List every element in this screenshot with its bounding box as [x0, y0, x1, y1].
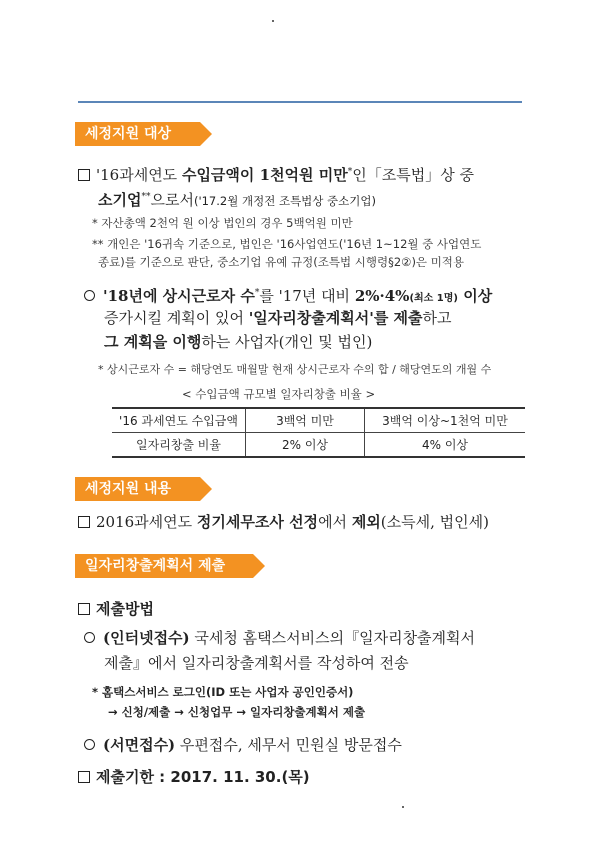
table-cell: 2% 이상 [246, 433, 365, 458]
s1-line2: 소기업**으로서('17.2월 개정전 조특법상 중소기업) [98, 191, 376, 209]
table-cell: 일자리창출 비율 [112, 433, 246, 458]
circle-bullet-icon [84, 632, 95, 643]
s1-note2b: 종료)를 기준으로 판단, 중소기업 유예 규정(조특법 시행령§2②)은 미적용 [98, 255, 465, 269]
checkbox-icon [78, 603, 90, 615]
speck [272, 20, 274, 22]
s1-note1: * 자산총액 2천억 원 이상 법인의 경우 5백억원 미만 [92, 216, 353, 230]
s1-cond2: 증가시킬 계획이 있어 '일자리창출계획서'를 제출하고 [104, 309, 452, 327]
s3-online1: (인터넷접수) 국세청 홈택스서비스의『일자리창출계획서 [84, 628, 475, 648]
top-rule [78, 101, 522, 103]
section-title: 세정지원 대상 [85, 126, 172, 142]
checkbox-icon [78, 516, 90, 528]
s3-online2: 제출』에서 일자리창출계획서를 작성하여 전송 [104, 654, 409, 672]
s1-note3: * 상시근로자 수 = 해당연도 매월말 현재 상시근로자 수의 합 / 해당연도의 개월 수 [98, 363, 492, 376]
s3-method: 제출방법 [78, 599, 154, 619]
ratio-table [112, 407, 525, 458]
table-row [112, 408, 525, 433]
table-caption: < 수입금액 규모별 일자리창출 비율 > [182, 387, 376, 401]
table-cell: 3백억 미만 [246, 408, 365, 433]
s3-deadline: 제출기한 : 2017. 11. 30.(목) [78, 767, 310, 787]
section-title: 세정지원 내용 [85, 481, 172, 497]
table-cell: 4% 이상 [365, 433, 526, 458]
table-cell: 3백억 이상~1천억 미만 [365, 408, 526, 433]
s3-note-a: * 홈택스서비스 로그인(ID 또는 사업자 공인인증서) [92, 685, 354, 699]
table-cell: '16 과세연도 수입금액 [112, 408, 246, 433]
section-tag-target [75, 122, 200, 146]
s2-line: 2016과세연도 정기세무조사 선정에서 제외(소득세, 법인세) [78, 512, 489, 532]
s3-note-b: → 신청/제출 → 신청업무 → 일자리창출계획서 제출 [108, 705, 366, 719]
speck [402, 806, 404, 808]
s1-note2a: ** 개인은 '16귀속 기준으로, 법인은 '16사업연도('16년 1~12월 중 사업연도 [92, 237, 482, 251]
checkbox-icon [78, 169, 90, 181]
s1-line1: '16과세연도 수입금액이 1천억원 미만*인「조특법」상 중 [78, 162, 474, 185]
circle-bullet-icon [84, 739, 95, 750]
section-title: 일자리창출계획서 제출 [85, 558, 226, 574]
section-tag-submission [75, 554, 253, 578]
s1-cond3: 그 계획을 이행하는 사업자(개인 및 법인) [104, 333, 373, 351]
s1-cond1: '18년에 상시근로자 수*를 '17년 대비 2%·4%(최소 1명) 이상 [84, 283, 492, 309]
section-tag-content [75, 477, 200, 501]
checkbox-icon [78, 771, 90, 783]
s3-paper: (서면접수) 우편접수, 세무서 민원실 방문접수 [84, 735, 402, 755]
circle-bullet-icon [84, 290, 95, 301]
table-row [112, 433, 525, 458]
